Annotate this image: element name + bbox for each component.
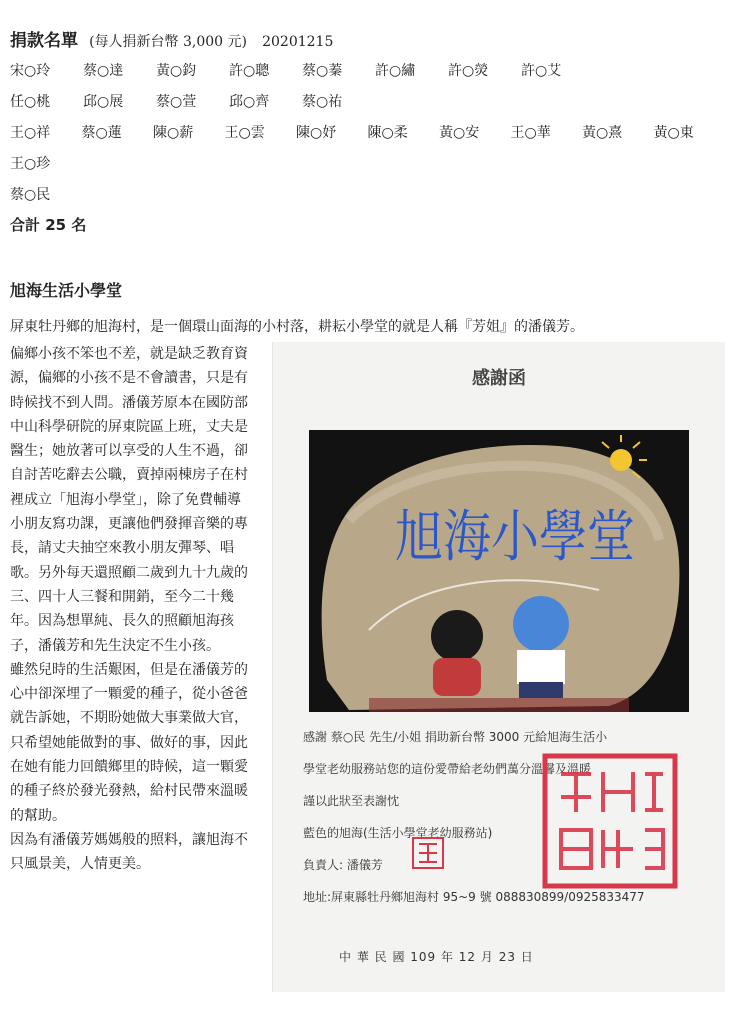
letter-thanks-line: 感謝 蔡○民 先生/小姐 捐助新台幣 3000 元給旭海生活小 [303, 730, 608, 744]
donor-name: 任○桃 [10, 94, 51, 110]
story-paragraph: 因為有潘儀芳媽媽般的照料，讓旭海不只風景美，人情更美。 [10, 831, 248, 873]
donation-list-title: 捐款名單 [10, 31, 78, 51]
donor-name: 王○華 [510, 125, 551, 141]
letter-responsible-person: 負責人: 潘儀芳 [303, 858, 383, 872]
story-column [10, 342, 254, 877]
donor-name: 黃○安 [439, 125, 480, 141]
intro-paragraph: 屏東牡丹鄉的旭海村，是一個環山面海的小村落，耕耘小學堂的就是人稱『芳姐』的潘儀芳。 [10, 319, 584, 335]
letter-body-line: 學堂老幼服務站您的這份愛帶給老幼們萬分溫馨及溫暖 [303, 762, 592, 776]
donation-amount-note: (每人捐新台幣 3,000 元) [89, 34, 247, 50]
donation-date: 20201215 [262, 34, 334, 50]
donor-name: 許○聰 [229, 63, 270, 79]
donor-name: 蔡○達 [83, 63, 124, 79]
donor-name: 蔡○蓁 [302, 63, 343, 79]
donor-name: 蔡○萱 [156, 94, 197, 110]
sun-icon [610, 449, 632, 471]
thank-you-letter [272, 342, 725, 992]
donor-list [10, 60, 725, 215]
donor-row [10, 184, 725, 215]
donation-list-header [10, 26, 333, 51]
girl-figure-head [431, 610, 483, 662]
donor-row [10, 60, 725, 91]
donor-name: 許○艾 [521, 63, 562, 79]
donor-name: 王○雲 [224, 125, 265, 141]
donor-name: 許○熒 [448, 63, 489, 79]
boy-figure-head [513, 596, 569, 652]
story-paragraph: 雖然兒時的生活艱困，但是在潘儀芳的心中卻深埋了一顆愛的種子，從小爸爸就告訴她，不期盼她做大事業做大官，只希望她能做對的事、做好的事，因此在她有能力回饋鄉里的時候，這一顆愛的種子終於發光發熱，給村民帶來溫暖的幫助。 [10, 661, 248, 824]
mural-sign-text: 旭海小學堂 [395, 505, 635, 570]
letter-title: 感謝函 [472, 368, 526, 389]
donor-name: 蔡○民 [10, 187, 51, 203]
letter-organization: 藍色的旭海(生活小學堂老幼服務站) [303, 826, 493, 840]
boy-figure-shirt [517, 650, 565, 684]
donor-name: 蔡○蓮 [81, 125, 122, 141]
official-seal-icon [541, 752, 679, 890]
section-heading: 旭海生活小學堂 [10, 281, 123, 300]
donor-name: 陳○柔 [367, 125, 408, 141]
donor-name: 蔡○祐 [302, 94, 343, 110]
story-paragraph: 偏鄉小孩不笨也不差，就是缺乏教育資源，偏鄉的小孩不是不會讀書，只是有時候找不到人問。潘儀芳原本在國防部中山科學研院的屏東院區上班，丈夫是醫生；她放著可以享受的人生不過，卻自討苦吃辭去公職，賣掉兩棟房子在村裡成立「旭海小學堂」，除了免費輔導小朋友寫功課，更讓他們發揮音樂的專長，請丈夫抽空來教小朋友彈琴、唱歌。另外每天還照顧二歲到九十九歲的三、四十人三餐和開銷，至今二十幾年。因為想單純、長久的照顧旭海孩子，潘儀芳和先生決定不生小孩。 [10, 346, 248, 654]
donor-name: 黃○東 [653, 125, 694, 141]
rock-mural-illustration [309, 430, 689, 712]
letter-date: 中 華 民 國 109 年 12 月 23 日 [339, 950, 534, 964]
donor-name: 黃○熹 [582, 125, 623, 141]
letter-closing-line: 謹以此狀至表謝忱 [303, 794, 400, 808]
donor-name: 宋○玲 [10, 63, 51, 79]
donor-name: 許○繡 [375, 63, 416, 79]
donor-row [10, 153, 725, 184]
donor-row [10, 91, 725, 122]
donor-name: 黃○鈞 [156, 63, 197, 79]
donor-name: 邱○展 [83, 94, 124, 110]
girl-figure-dress [433, 658, 481, 696]
donor-name: 王○祥 [10, 125, 51, 141]
donor-name: 邱○齊 [229, 94, 270, 110]
rock-mural-photo [309, 430, 689, 712]
donor-total: 合計 25 名 [10, 216, 87, 234]
personal-seal-icon [411, 836, 445, 870]
donor-name: 陳○薪 [153, 125, 194, 141]
donor-name: 陳○妤 [296, 125, 337, 141]
letter-address-phone: 地址:屏東縣牡丹鄉旭海村 95~9 號 088830899/0925833477 [303, 890, 645, 904]
donor-row [10, 122, 725, 153]
donor-name: 王○珍 [10, 156, 51, 172]
